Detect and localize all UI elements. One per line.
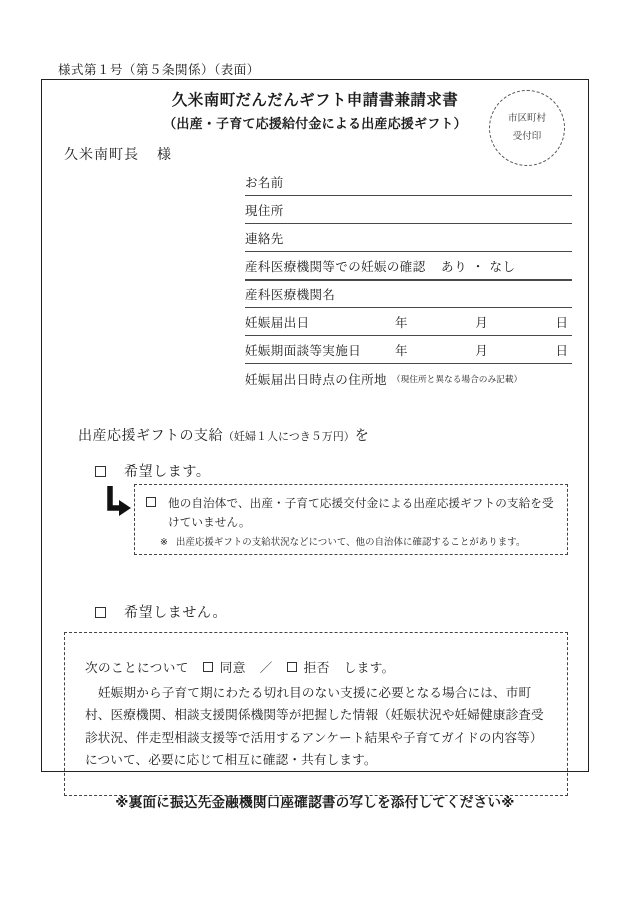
other-municipality-note-text: 出産応援ギフトの支給状況などについて、他の自治体に確認することがあります。: [175, 536, 526, 548]
page-subtitle: （出産・子育て応援給付金による出産応援ギフト）: [163, 117, 467, 133]
month-unit: 月: [475, 342, 488, 358]
field-row-clinic-name[interactable]: [245, 280, 572, 308]
date-units-notification: [395, 313, 572, 331]
entry-fields: [245, 168, 572, 394]
consent-separator: ／: [259, 660, 273, 675]
footer-note: ※裏面に振込先金融機関口座確認書の写しを添付してください※: [115, 795, 515, 811]
field-label-interview-date: 妊娠期面談等実施日: [245, 342, 362, 358]
month-unit: 月: [475, 314, 488, 330]
checkbox-refuse-icon[interactable]: [287, 662, 297, 672]
consent-lead-text: 次のことについて: [85, 660, 189, 675]
consent-box: [64, 632, 568, 796]
option-label-decline: 希望しません。: [124, 605, 228, 621]
consent-tail-text: します。: [343, 660, 395, 675]
addressee: [64, 144, 172, 164]
elbow-arrow-icon: [106, 484, 132, 520]
other-municipality-note: [146, 536, 557, 550]
page-title: 久米南町だんだんギフト申請書兼請求書: [171, 91, 459, 109]
consent-choice-row[interactable]: [85, 657, 549, 676]
form-sheet: [41, 79, 589, 772]
stamp-line-1: 市区町村: [507, 112, 546, 124]
consent-agree-label: 同意: [219, 660, 246, 675]
form-number: 様式第１号（第５条関係）（表面）: [58, 62, 260, 77]
option-row-wish[interactable]: [95, 461, 210, 481]
option-row-decline[interactable]: [95, 602, 227, 622]
field-row-contact[interactable]: [245, 224, 572, 252]
checkbox-decline-icon[interactable]: [95, 607, 106, 618]
field-row-address-at-notification[interactable]: [245, 364, 572, 394]
checkbox-other-municipality-icon[interactable]: [146, 497, 156, 507]
gift-heading-main: 出産応援ギフトの支給: [78, 428, 223, 444]
field-label-notification-date: 妊娠届出日: [245, 314, 310, 330]
checkbox-wish-icon[interactable]: [95, 466, 106, 477]
field-label-name: お名前: [245, 174, 284, 190]
field-note-address-at-notification: （現住所と異なる場合のみ記載）: [391, 375, 523, 385]
day-unit: 日: [555, 314, 568, 330]
consent-body-text: 妊娠期から子育て期にわたる切れ目のない支援に必要となる場合には、市町村、医療機関、相談支援関係機関等が把握した情報（妊娠状況や妊婦健康診査受診状況、伴走型相談支援等で活用するアンケート結果や子育てガイドの内容等）について、必要に応じて相互に確認・共有します。: [85, 685, 544, 768]
field-row-current-address[interactable]: [245, 196, 572, 224]
addressee-honorific: 様: [157, 147, 172, 163]
other-municipality-declaration-box: [134, 484, 568, 555]
other-municipality-statement: 他の自治体で、出産・子育て応援交付金による出産応援ギフトの支給を受けていません。: [168, 496, 554, 529]
addressee-name: 久米南町長: [64, 147, 139, 163]
day-unit: 日: [555, 342, 568, 358]
gift-section-heading: [78, 425, 369, 445]
field-label-address-at-notification: 妊娠届出日時点の住所地: [245, 372, 387, 387]
field-row-name[interactable]: [245, 168, 572, 196]
stamp-line-2: 受付印: [512, 131, 542, 142]
option-label-wish: 希望します。: [124, 464, 211, 480]
field-label-clinic-name: 産科医療機関名: [245, 286, 336, 302]
note-mark-icon: ※: [160, 536, 168, 548]
gift-heading-tail: を: [354, 428, 370, 444]
gift-heading-amount: （妊婦１人につき５万円）: [223, 430, 355, 443]
reception-stamp-circle: [489, 90, 565, 166]
field-row-interview-date[interactable]: [245, 336, 572, 364]
field-row-notification-date[interactable]: [245, 308, 572, 336]
other-municipality-statement-row[interactable]: [146, 494, 557, 532]
field-label-pregnancy-confirmation: 産科医療機関等での妊娠の確認: [245, 258, 426, 274]
field-rule-address-at-notification: [245, 280, 572, 281]
date-units-interview: [395, 341, 572, 359]
field-label-contact: 連絡先: [245, 230, 284, 246]
consent-refuse-label: 拒否: [303, 660, 330, 675]
checkbox-agree-icon[interactable]: [203, 662, 213, 672]
year-unit: 年: [395, 342, 408, 358]
field-row-pregnancy-confirmation[interactable]: [245, 252, 572, 280]
field-choice-arinashi[interactable]: あり ・ なし: [441, 258, 516, 274]
year-unit: 年: [395, 314, 408, 330]
field-label-current-address: 現住所: [245, 202, 284, 218]
